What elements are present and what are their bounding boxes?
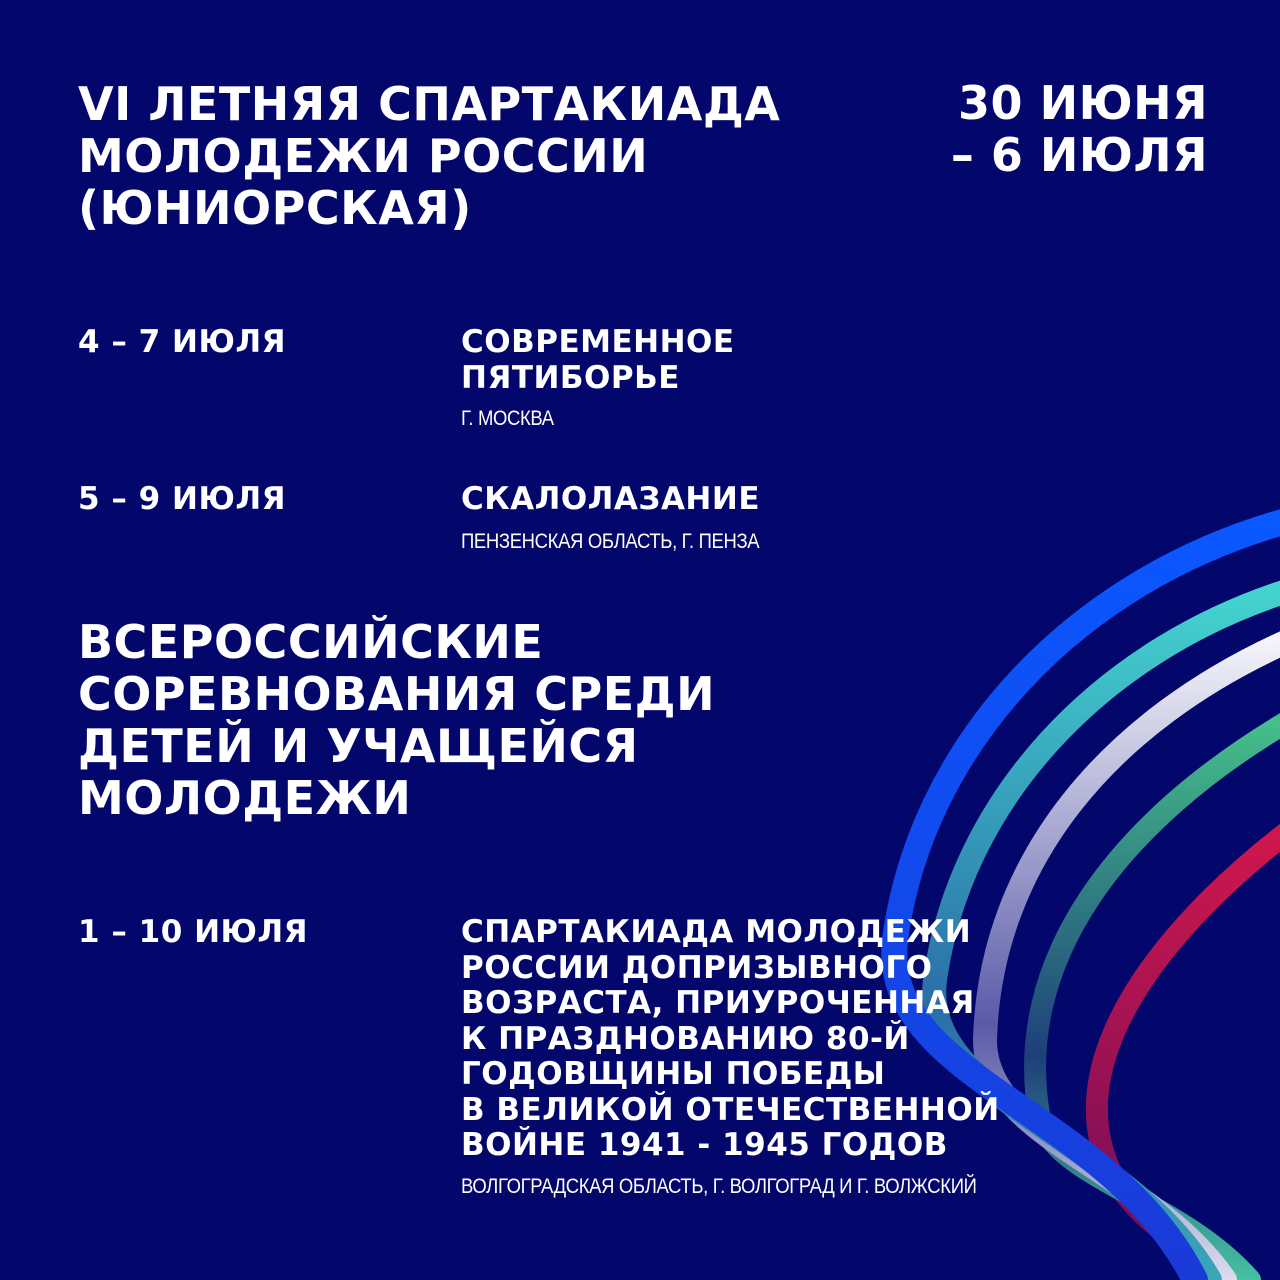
event-dates	[951, 77, 1208, 181]
event-name-line: ГОДОВЩИНЫ ПОБЕДЫ	[461, 1056, 886, 1092]
event-name-line: В ВЕЛИКОЙ ОТЕЧЕСТВЕННОЙ	[461, 1091, 1000, 1128]
dates-line: 30 ИЮНЯ	[958, 76, 1208, 130]
event-date: 5 – 9 ИЮЛЯ	[78, 481, 286, 517]
event-name-line: ВОЙНЕ 1941 - 1945 ГОДОВ	[461, 1127, 948, 1163]
event-name	[461, 482, 760, 518]
event-name	[461, 915, 1000, 1164]
event-location: ВОЛГОГРАДСКАЯ ОБЛАСТЬ, Г. ВОЛГОГРАД И Г. ВОЛЖСКИЙ	[461, 1175, 977, 1198]
event-name-line: К ПРАЗДНОВАНИЮ 80-Й	[461, 1020, 910, 1057]
event-name-line: СОВРЕМЕННОЕ	[461, 324, 735, 360]
dates-line: – 6 ИЮЛЯ	[950, 128, 1208, 182]
event-name-line: РОССИИ ДОПРИЗЫВНОГО	[461, 949, 933, 986]
page-title	[78, 78, 780, 234]
heading-line: СОРЕВНОВАНИЯ СРЕДИ	[78, 667, 716, 721]
heading-line: ДЕТЕЙ И УЧАЩЕЙСЯ	[78, 719, 639, 773]
event-name-line: ВОЗРАСТА, ПРИУРОЧЕННАЯ	[461, 985, 975, 1021]
event-date: 4 – 7 ИЮЛЯ	[78, 324, 286, 360]
section-heading	[78, 616, 715, 824]
event-date: 1 – 10 ИЮЛЯ	[78, 914, 309, 950]
heading-line: ВСЕРОССИЙСКИЕ	[78, 615, 544, 669]
event-name-line: ПЯТИБОРЬЕ	[461, 359, 680, 396]
ribbon-red	[1097, 830, 1280, 1280]
title-line: VI ЛЕТНЯЯ СПАРТАКИАДА	[78, 77, 781, 131]
title-line: (ЮНИОРСКАЯ)	[78, 181, 472, 235]
title-line: МОЛОДЕЖИ РОССИИ	[78, 129, 649, 183]
event-name	[461, 325, 735, 396]
heading-line: МОЛОДЕЖИ	[78, 771, 412, 825]
event-location: ПЕНЗЕНСКАЯ ОБЛАСТЬ, Г. ПЕНЗА	[461, 530, 760, 553]
event-name-line: СПАРТАКИАДА МОЛОДЕЖИ	[461, 914, 972, 950]
event-name-line: СКАЛОЛАЗАНИЕ	[461, 481, 761, 517]
event-location: Г. МОСКВА	[461, 407, 554, 430]
